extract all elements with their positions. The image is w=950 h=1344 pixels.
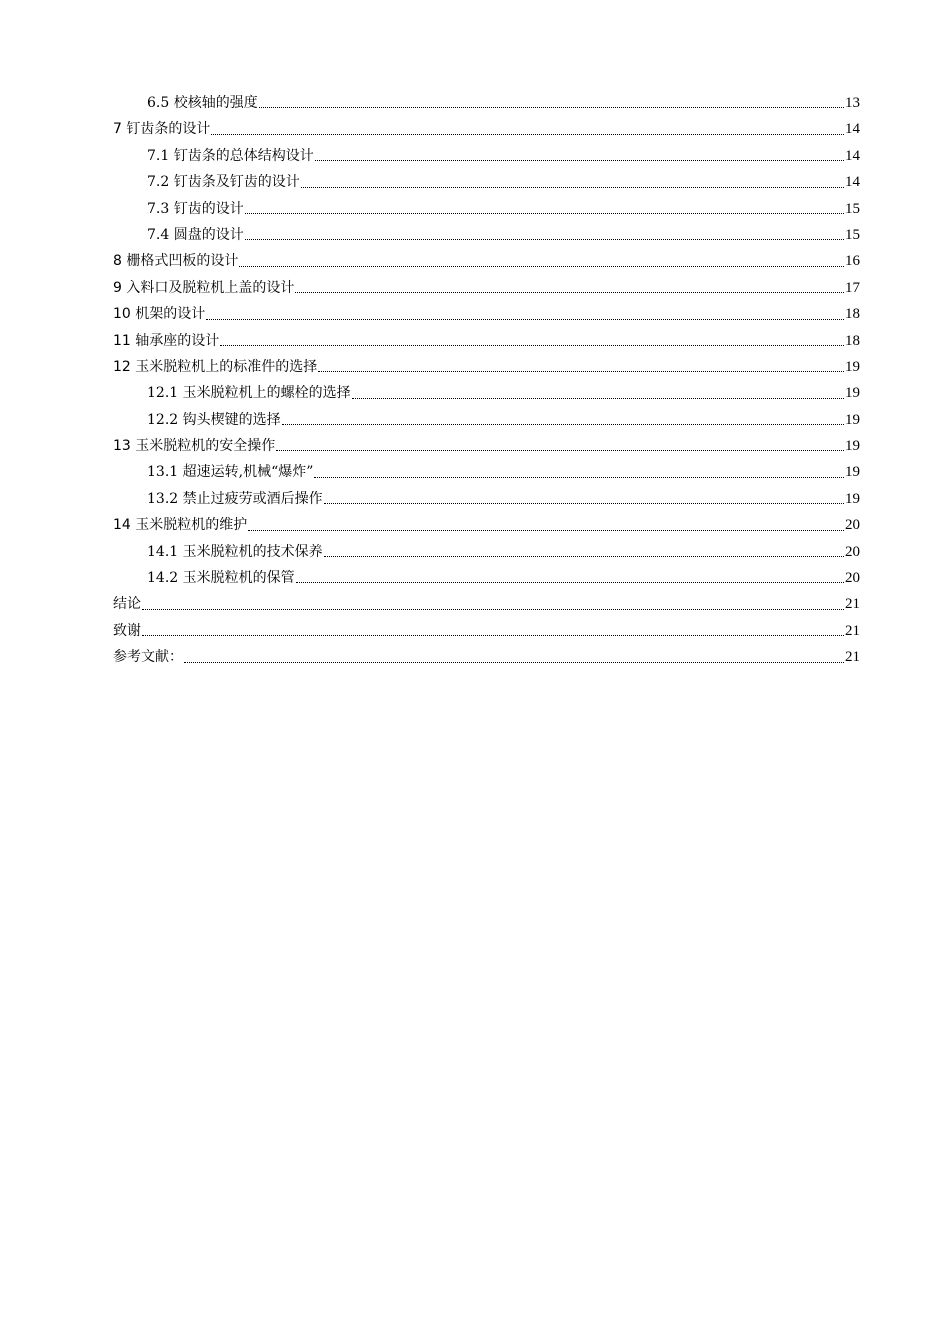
dot-leader [276, 449, 844, 451]
toc-entry-title: 11 轴承座的设计 [113, 332, 220, 349]
toc-entry[interactable] [113, 486, 860, 512]
dot-leader [282, 423, 844, 425]
toc-entry-title: 13.1 超速运转,机械“爆炸” [147, 464, 314, 481]
toc-entry-page: 15 [845, 226, 860, 243]
toc-entry-page: 18 [845, 306, 860, 323]
dot-leader [324, 502, 844, 504]
toc-entry-page: 18 [845, 332, 860, 349]
toc-entry[interactable] [113, 275, 860, 301]
toc-entry-title: 7.1 钉齿条的总体结构设计 [147, 147, 314, 164]
toc-entry-page: 21 [845, 649, 860, 666]
toc-entry[interactable] [113, 591, 860, 617]
toc-entry[interactable] [113, 433, 860, 459]
toc-entry-page: 19 [845, 358, 860, 375]
toc-entry-page: 14 [845, 147, 860, 164]
toc-entry-title: 12.2 钩头楔键的选择 [147, 411, 281, 428]
dot-leader [211, 133, 844, 135]
dot-leader [245, 212, 844, 214]
dot-leader [206, 318, 844, 320]
toc-entry-title: 13 玉米脱粒机的安全操作 [113, 438, 276, 455]
toc-entry[interactable] [113, 116, 860, 142]
toc-entry-title: 10 机架的设计 [113, 306, 206, 323]
toc-entry-title: 14.2 玉米脱粒机的保管 [147, 570, 295, 587]
toc-entry-title: 13.2 禁止过疲劳或酒后操作 [147, 490, 323, 507]
dot-leader [220, 344, 844, 346]
toc-entry-page: 14 [845, 174, 860, 191]
toc-entry-page: 19 [845, 438, 860, 455]
dot-leader [314, 476, 844, 478]
dot-leader [295, 291, 844, 293]
dot-leader [315, 159, 844, 161]
dot-leader [352, 397, 844, 399]
toc-entry[interactable] [113, 222, 860, 248]
toc-entry[interactable] [113, 90, 860, 116]
toc-entry-title: 12 玉米脱粒机上的标准件的选择 [113, 358, 318, 375]
toc-entry[interactable] [113, 565, 860, 591]
toc-entry[interactable] [113, 618, 860, 644]
dot-leader [142, 634, 844, 636]
toc-entry[interactable] [113, 539, 860, 565]
toc-entry-title: 6.5 校核轴的强度 [147, 95, 258, 111]
toc-entry-title: 7.2 钉齿条及钉齿的设计 [147, 174, 300, 191]
toc-entry[interactable] [113, 328, 860, 354]
dot-leader [245, 238, 844, 240]
dot-leader [239, 265, 844, 267]
dot-leader [301, 186, 844, 188]
dot-leader [324, 555, 844, 557]
toc-entry[interactable] [113, 196, 860, 222]
toc-entry-page: 20 [845, 543, 860, 560]
toc-entry-page: 19 [845, 464, 860, 481]
toc-entry-page: 15 [845, 200, 860, 217]
toc-entry-title: 9 入料口及脱粒机上盖的设计 [113, 279, 295, 296]
toc-entry[interactable] [113, 407, 860, 433]
dot-leader [142, 608, 844, 610]
toc-entry-page: 19 [845, 411, 860, 428]
table-of-contents [113, 90, 860, 671]
toc-entry-title: 12.1 玉米脱粒机上的螺栓的选择 [147, 385, 351, 402]
toc-entry-page: 20 [845, 570, 860, 587]
toc-entry-title: 致谢 [113, 622, 141, 639]
toc-entry[interactable] [113, 512, 860, 538]
toc-entry[interactable] [113, 354, 860, 380]
toc-entry-title: 7.4 圆盘的设计 [147, 226, 244, 243]
toc-entry[interactable] [113, 644, 860, 670]
toc-entry-page: 19 [845, 490, 860, 507]
toc-entry-page: 14 [845, 121, 860, 138]
toc-entry-title: 参考文献： [113, 649, 183, 666]
toc-entry[interactable] [113, 143, 860, 169]
toc-entry-title: 7.3 钉齿的设计 [147, 200, 244, 217]
toc-entry-title: 结论 [113, 596, 141, 613]
toc-entry-page: 17 [845, 279, 860, 296]
toc-entry[interactable] [113, 459, 860, 485]
toc-entry-page: 20 [845, 517, 860, 534]
toc-entry[interactable] [113, 380, 860, 406]
toc-entry-title: 7 钉齿条的设计 [113, 121, 211, 138]
toc-entry[interactable] [113, 301, 860, 327]
toc-entry-title: 8 栅格式凹板的设计 [113, 253, 239, 270]
toc-entry-page: 16 [845, 253, 860, 270]
toc-entry-title: 14.1 玉米脱粒机的技术保养 [147, 543, 323, 560]
dot-leader [296, 581, 844, 583]
toc-entry-page: 21 [845, 596, 860, 613]
dot-leader [259, 106, 844, 108]
toc-entry-page: 13 [845, 95, 860, 111]
dot-leader [248, 529, 844, 531]
dot-leader [318, 370, 844, 372]
toc-entry-page: 21 [845, 622, 860, 639]
toc-entry-title: 14 玉米脱粒机的维护 [113, 517, 248, 534]
toc-entry[interactable] [113, 169, 860, 195]
toc-entry[interactable] [113, 248, 860, 274]
toc-entry-page: 19 [845, 385, 860, 402]
dot-leader [184, 661, 844, 663]
